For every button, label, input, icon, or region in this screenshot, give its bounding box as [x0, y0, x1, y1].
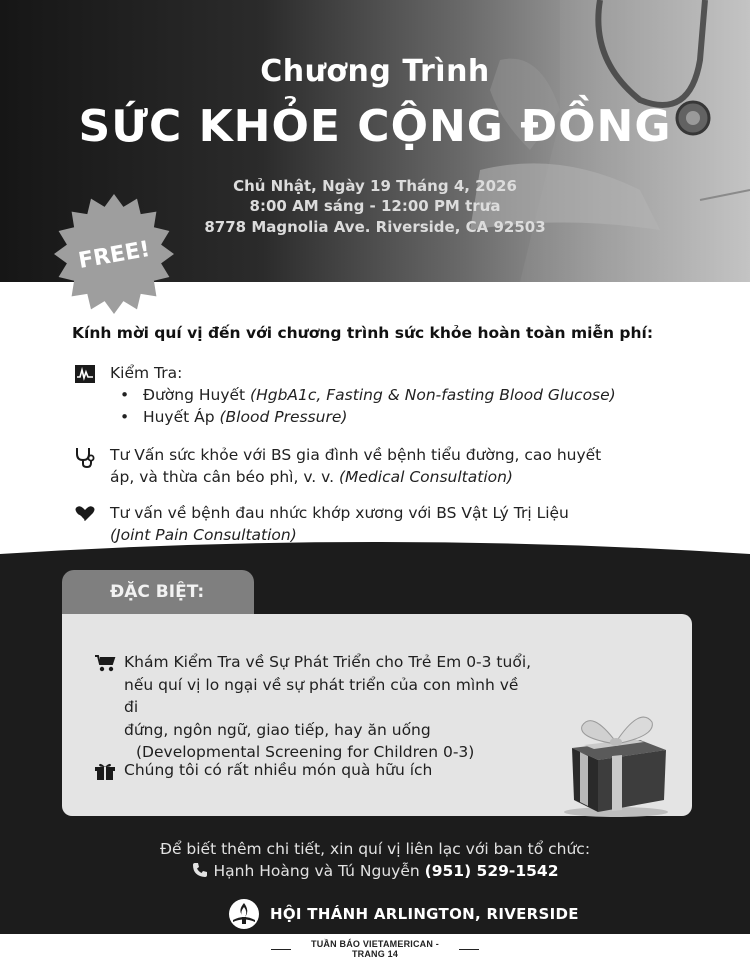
contact-names: Hạnh Hoàng và Tú Nguyễn: [213, 862, 425, 880]
heart-hand-icon: [74, 504, 96, 524]
checkup-item-pressure: [110, 406, 714, 428]
children-line4: (Developmental Screening for Children 0-3): [136, 743, 475, 761]
children-line2: nếu quí vị lo ngại về sự phát triển của con mình về đi: [124, 675, 519, 716]
contact-phone[interactable]: (951) 529-1542: [424, 862, 559, 880]
contact-line: Để biết thêm chi tiết, xin quí vị liên lạc với ban tổ chức:: [159, 840, 591, 858]
special-tab: [62, 570, 254, 620]
consult-detail: (Medical Consultation): [338, 468, 513, 486]
contact-people: [0, 862, 750, 880]
church-block: [228, 897, 579, 931]
free-badge-text: FREE!: [76, 236, 152, 275]
children-line3: đứng, ngôn ngữ, giao tiếp, hay ăn uống: [124, 720, 431, 739]
special-tab-label: ĐẶC BIỆT:: [110, 582, 205, 602]
phone-icon: [192, 862, 208, 878]
pressure-label: Huyết Áp: [142, 408, 220, 426]
footer-text: TUẦN BÁO VIETAMERICAN - TRANG 14: [311, 939, 439, 959]
chart-pulse-icon: [74, 364, 96, 384]
glucose-detail: (HgbA1c, Fasting & Non-fasting Blood Glucose): [250, 386, 616, 404]
consult-line2-wrap: [110, 466, 714, 488]
free-badge: [52, 192, 176, 316]
event-time: 8:00 AM sáng - 12:00 PM trưa: [249, 197, 501, 215]
glucose-label: Đường Huyết: [142, 386, 251, 404]
special-gifts: [94, 759, 534, 782]
church-name: HỘI THÁNH ARLINGTON, RIVERSIDE: [270, 905, 579, 923]
church-logo-icon: [228, 898, 260, 930]
checkup-item-glucose: [110, 384, 714, 406]
service-checkup: [74, 362, 714, 428]
program-label: Chương Trình: [260, 54, 490, 89]
special-children-screening: [94, 651, 534, 764]
event-address: 8778 Magnolia Ave. Riverside, CA 92503: [204, 218, 546, 236]
program-title: SỨC KHỎE CỘNG ĐỒNG: [78, 101, 672, 152]
gifts-text: Chúng tôi có rất nhiều món quà hữu ích: [124, 761, 433, 779]
service-consultation: [74, 444, 714, 488]
gift-box-illustration: [554, 704, 678, 818]
children-line1: Khám Kiểm Tra về Sự Phát Triển cho Trẻ Em 0-3 tuổi,: [124, 653, 532, 671]
footer-line: [266, 939, 484, 959]
event-date: Chủ Nhật, Ngày 19 Tháng 4, 2026: [233, 177, 517, 195]
joint-line1: Tư vấn về bệnh đau nhức khớp xương với BS Vật Lý Trị Liệu: [110, 504, 569, 522]
pressure-detail: (Blood Pressure): [219, 408, 348, 426]
joint-detail: (Joint Pain Consultation): [110, 526, 297, 544]
stroller-icon: [94, 654, 116, 672]
checkup-label: Kiểm Tra:: [110, 364, 183, 382]
gift-icon: [94, 762, 116, 780]
intro-text: Kính mời quí vị đến với chương trình sức khỏe hoàn toàn miễn phí:: [72, 324, 654, 342]
consult-line2: áp, và thừa cân béo phì, v. v.: [110, 468, 339, 486]
footer-strip: [0, 934, 750, 975]
consult-line1: Tư Vấn sức khỏe với BS gia đình về bệnh tiểu đường, cao huyết: [110, 446, 602, 464]
stethoscope-icon: [74, 446, 96, 468]
